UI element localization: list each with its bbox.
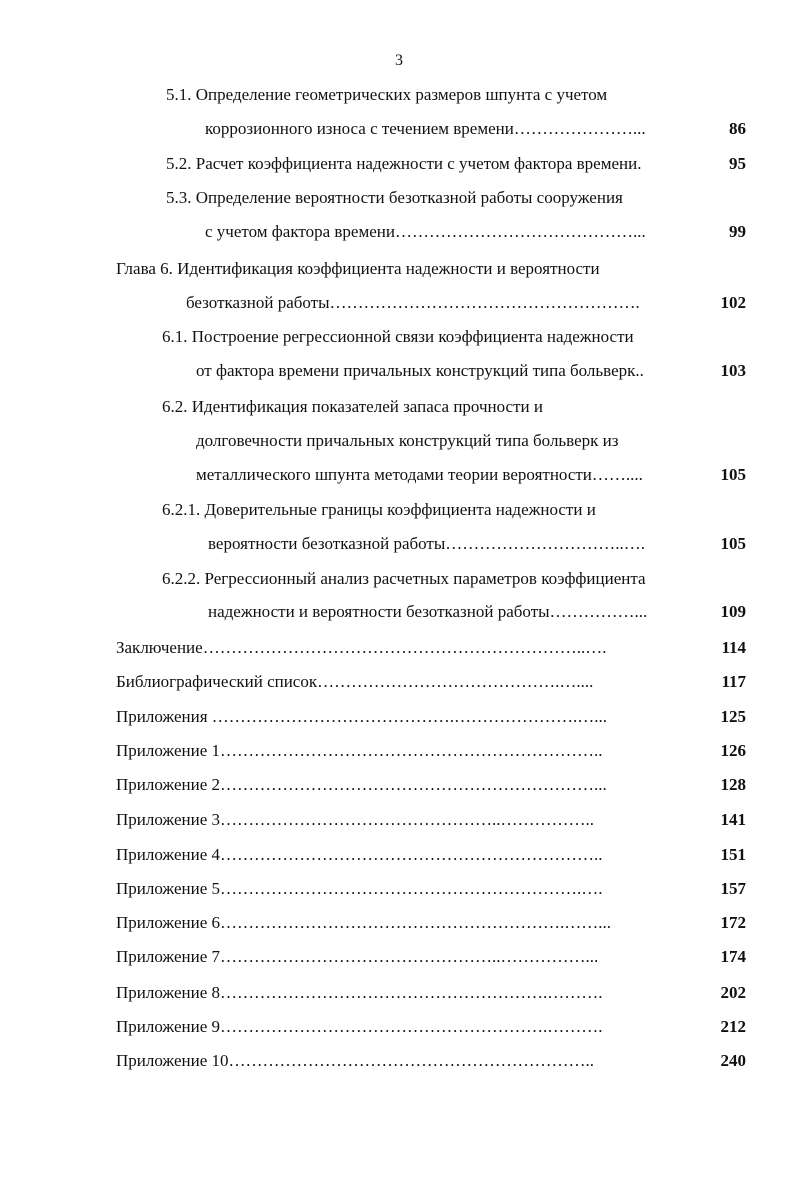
toc-entry-6-2-2-line-2: надежности и вероятности безотказной работы……………... (208, 602, 648, 621)
toc-entry-appendix-1-page: 126 (720, 741, 746, 760)
toc-entry-5-3-page: 99 (729, 222, 746, 241)
toc-entry-conclusion: Заключение…………………………………………………………..…. (116, 638, 607, 657)
toc-entry-6-2-2-line-1: 6.2.2. Регрессионный анализ расчетных параметров коэффициента (162, 569, 646, 588)
toc-entry-appendix-10-page: 240 (720, 1051, 746, 1070)
toc-entry-6-2-2-page: 109 (720, 602, 746, 621)
toc-entry-6-2-page: 105 (720, 465, 746, 484)
toc-entry-appendix-6-page: 172 (720, 913, 746, 932)
toc-entry-conclusion-page: 114 (721, 638, 746, 657)
toc-entry-bibliography-page: 117 (721, 672, 746, 691)
toc-entry-appendix-3: Приложение 3…………………………………………..…………….. (116, 810, 594, 829)
toc-entry-6-2-1-page: 105 (720, 534, 746, 553)
toc-entry-6-2-1-line-2: вероятности безотказной работы…………………………..…. (208, 534, 646, 553)
toc-entry-6-1-line-1: 6.1. Построение регрессионной связи коэффициента надежности (162, 327, 634, 346)
toc-entry-appendix-8: Приложение 8………………………………………………….………. (116, 983, 603, 1002)
toc-entry-appendix-1: Приложение 1………………………………………………………….. (116, 741, 603, 760)
toc-entry-5-1-page: 86 (729, 119, 746, 138)
page-number: 3 (395, 52, 403, 69)
toc-entry-appendix-10: Приложение 10……………………………………………………….. (116, 1051, 594, 1070)
toc-entry-5-1-line-2: коррозионного износа с течением времени…………………... (205, 119, 646, 138)
toc-entry-appendix-5-page: 157 (720, 879, 746, 898)
toc-entry-appendices-page: 125 (720, 707, 746, 726)
toc-entry-chapter-6-line-1: Глава 6. Идентификация коэффициента надежности и вероятности (116, 259, 600, 278)
toc-entry-6-1-page: 103 (720, 361, 746, 380)
toc-entry-appendix-3-page: 141 (720, 810, 746, 829)
toc-entry-appendix-7-page: 174 (720, 947, 746, 966)
toc-entry-5-2-line-1: 5.2. Расчет коэффициента надежности с учетом фактора времени. (166, 154, 642, 173)
toc-entry-chapter-6-page: 102 (720, 293, 746, 312)
toc-entry-5-1-line-1: 5.1. Определение геометрических размеров шпунта с учетом (166, 85, 608, 104)
toc-entry-appendix-9: Приложение 9………………………………………………….………. (116, 1017, 603, 1036)
toc-entry-appendix-4: Приложение 4………………………………………………………….. (116, 845, 603, 864)
toc-entry-6-2-1-line-1: 6.2.1. Доверительные границы коэффициента надежности и (162, 500, 596, 519)
toc-entry-5-2-page: 95 (729, 154, 746, 173)
toc-entry-chapter-6-line-2: безотказной работы………………………………………………. (186, 293, 640, 312)
toc-entry-appendices: Приложения …………………………………….………………….…... (116, 707, 608, 726)
toc-entry-appendix-8-page: 202 (720, 983, 746, 1002)
toc-entry-5-3-line-2: с учетом фактора времени……………………………………... (205, 222, 646, 241)
toc-entry-appendix-7: Приложение 7…………………………………………..……………... (116, 947, 599, 966)
toc-entry-appendix-6: Приложение 6…………………………………………………….……... (116, 913, 611, 932)
toc-entry-6-1-line-2: от фактора времени причальных конструкций типа больверк.. (196, 361, 644, 380)
toc-entry-appendix-4-page: 151 (720, 845, 746, 864)
toc-entry-appendix-2: Приложение 2…………………………………………………………... (116, 775, 607, 794)
toc-entry-6-2-line-1: 6.2. Идентификация показателей запаса прочности и (162, 397, 543, 416)
toc-entry-appendix-2-page: 128 (720, 775, 746, 794)
toc-entry-appendix-5: Приложение 5……………………………………………………….…. (116, 879, 603, 898)
toc-entry-appendix-9-page: 212 (720, 1017, 746, 1036)
toc-entry-6-2-line-2: долговечности причальных конструкций типа больверк из (196, 431, 619, 450)
toc-entry-bibliography: Библиографический список…………………………………….….... (116, 672, 594, 691)
toc-entry-6-2-line-3: металлического шпунта методами теории вероятности…….... (196, 465, 643, 484)
toc-entry-5-3-line-1: 5.3. Определение вероятности безотказной работы сооружения (166, 188, 623, 207)
